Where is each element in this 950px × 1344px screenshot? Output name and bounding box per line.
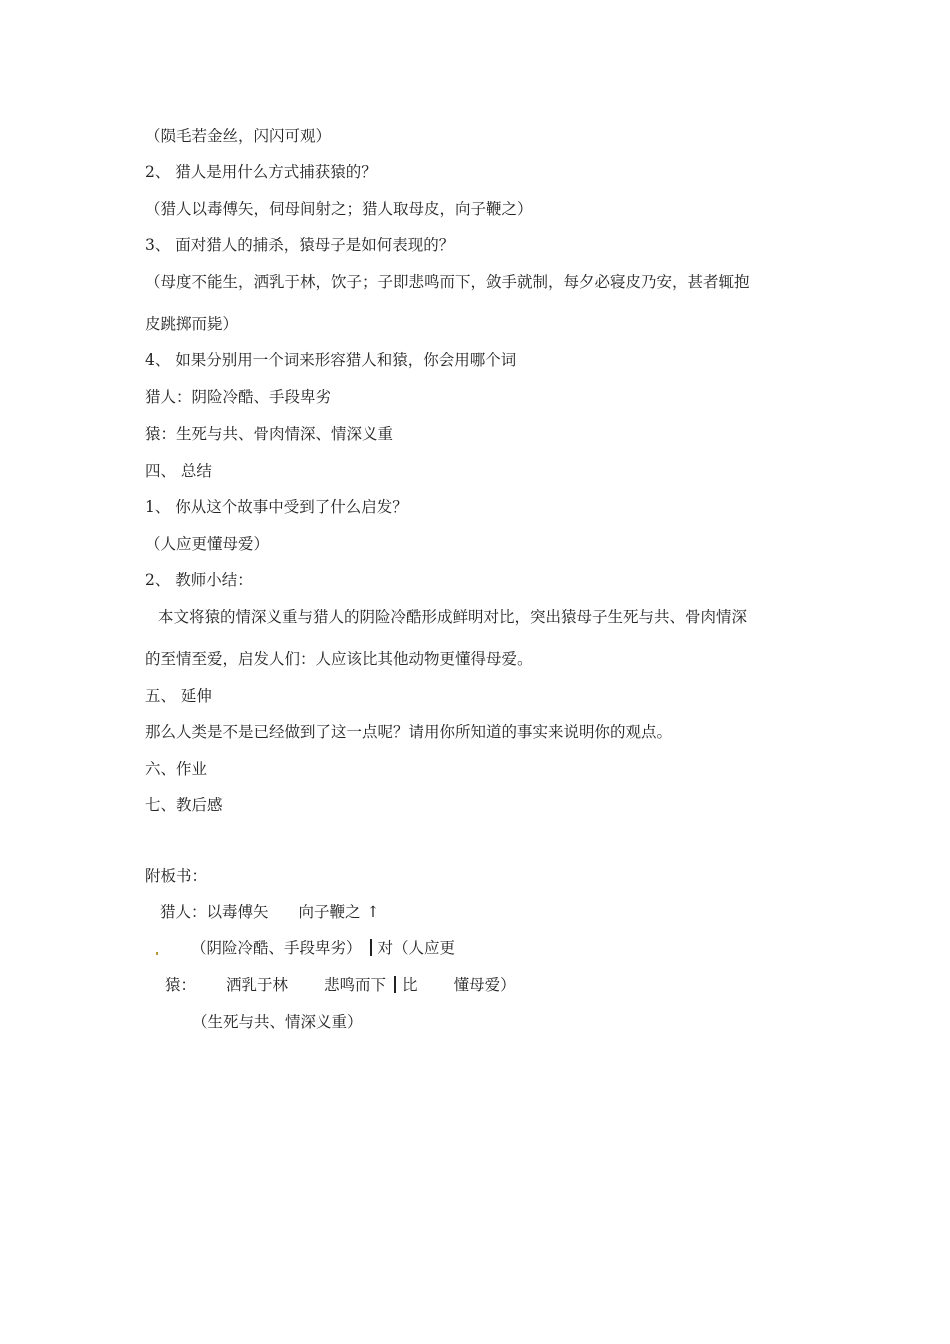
- summary-answer-1: （人应更懂母爱）: [145, 535, 270, 553]
- board-row-ape: [165, 975, 516, 995]
- question-4: 4、 如果分别用一个词来形容猎人和猿，你会用哪个词: [145, 351, 517, 369]
- board-title: 附板书：: [145, 867, 208, 885]
- answer-line-1: （陨毛若金丝，闪闪可观）: [145, 127, 332, 145]
- up-arrow-icon: ↑: [366, 903, 380, 921]
- teacher-summary-line-2: 的至情至爱，启发人们：人应该比其他动物更懂得母爱。: [145, 650, 533, 668]
- board-contrast-bottom: 比: [402, 976, 418, 994]
- summary-question-2: 2、 教师小结：: [145, 571, 253, 589]
- board-contrast-end: 懂母爱）: [453, 976, 516, 994]
- answer-line-3a: （母度不能生，洒乳于林，饮子；子即悲鸣而下，敛手就制，每夕必寝皮乃安，甚者辄抱: [145, 273, 750, 291]
- board-row-hunter-desc: [155, 938, 455, 958]
- section-heading-extension: 五、 延伸: [145, 687, 212, 705]
- section-heading-homework: 六、作业: [145, 760, 208, 778]
- answer-line-2: （猎人以毒傅矢，伺母间射之；猎人取母皮，向子鞭之）: [145, 200, 533, 218]
- board-row-ape-desc: （生死与共、情深义重）: [192, 1013, 363, 1031]
- question-2: 2、 猎人是用什么方式捕获猿的？: [145, 163, 377, 181]
- question-3: 3、 面对猎人的捕杀，猿母子是如何表现的？: [145, 236, 455, 254]
- summary-question-1: 1、 你从这个故事中受到了什么启发？: [145, 498, 408, 516]
- vertical-bar-icon: [370, 939, 372, 956]
- decorative-dot-icon: [156, 952, 158, 955]
- answer-line-3b: 皮跳掷而毙）: [145, 315, 239, 333]
- board-hunter-desc: （阴险冷酷、手段卑劣）: [191, 939, 362, 957]
- board-contrast-top: 对（人应更: [377, 939, 456, 957]
- section-heading-reflection: 七、教后感: [145, 796, 223, 814]
- teacher-summary-line-1: 本文将猿的情深义重与猎人的阴险冷酷形成鲜明对比，突出猿母子生死与共、骨肉情深: [158, 608, 748, 626]
- board-hunter-action: 向子鞭之: [298, 903, 361, 921]
- hunter-words: 猎人：阴险冷酷、手段卑劣: [145, 388, 332, 406]
- extension-question: 那么人类是不是已经做到了这一点呢？请用你所知道的事实来说明你的观点。: [145, 723, 673, 741]
- board-ape-label: 猿：: [165, 976, 197, 994]
- ape-words: 猿：生死与共、骨肉情深、情深义重: [145, 425, 394, 443]
- board-ape-item-2: 悲鸣而下: [324, 976, 387, 994]
- section-heading-summary: 四、 总结: [145, 462, 212, 480]
- board-row-hunter: [160, 902, 380, 922]
- vertical-bar-icon: [394, 976, 396, 993]
- board-hunter-label: 猎人：以毒傅矢: [160, 903, 269, 921]
- board-ape-item-1: 洒乳于林: [226, 976, 289, 994]
